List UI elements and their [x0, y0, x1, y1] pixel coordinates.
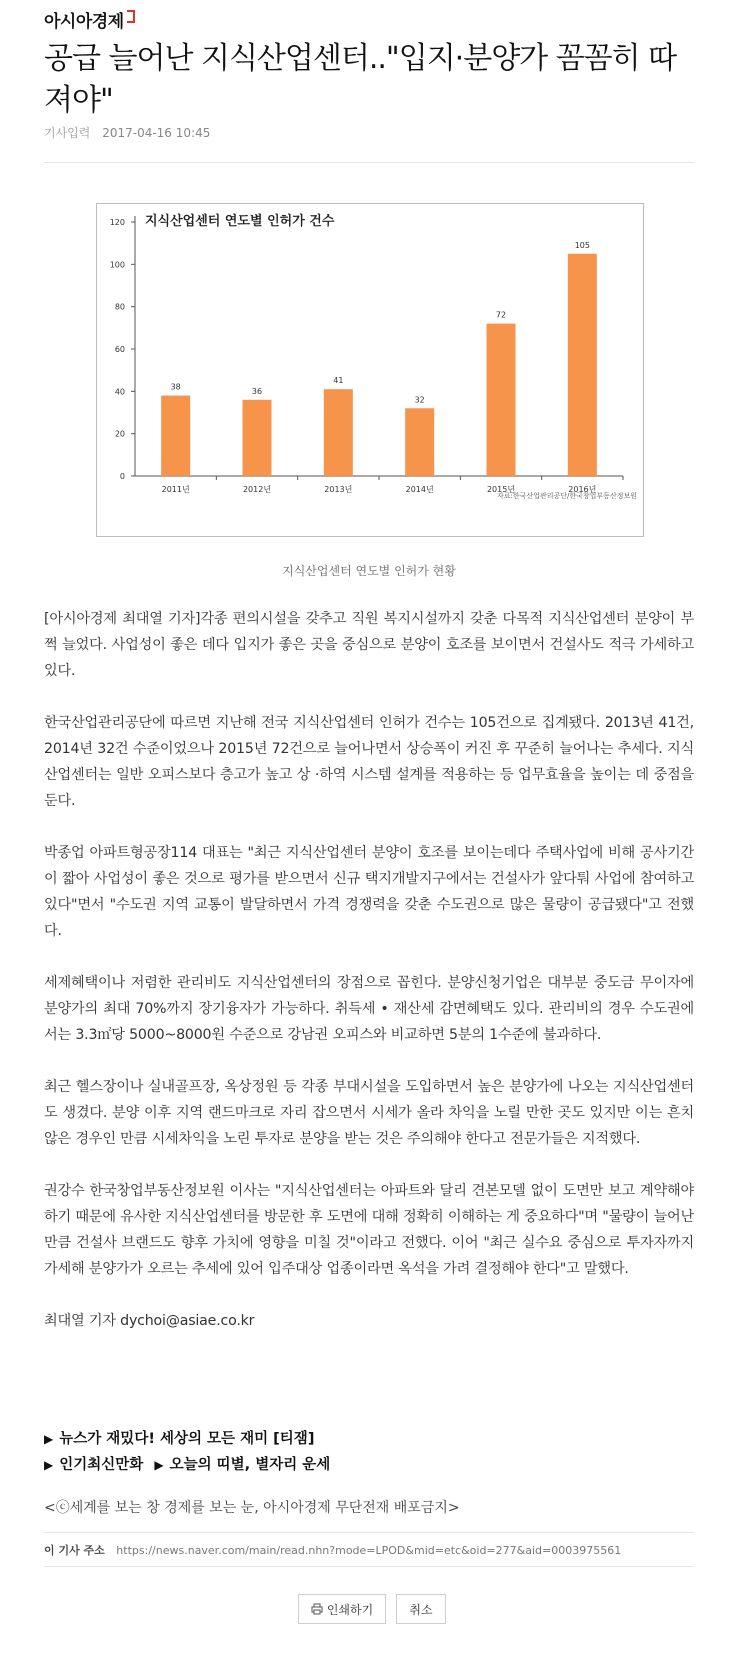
copyright-notice: <ⓒ세계를 보는 창 경제를 보는 눈, 아시아경제 무단전재 배포금지> [44, 1500, 460, 1516]
article-url[interactable]: https://news.naver.com/main/read.nhn?mode=LPOD&mid=etc&oid=277&aid=0003975561 [116, 1544, 622, 1557]
x-tick-label: 2015년 [486, 485, 516, 494]
article-url-row [44, 1542, 621, 1558]
x-tick-label: 2011년 [161, 485, 190, 494]
link-horoscope[interactable]: 오늘의 띠별, 별자리 운세 [169, 1457, 331, 1473]
x-tick-label: 2013년 [324, 485, 353, 494]
link-webtoon[interactable]: 인기최신만화 [59, 1457, 144, 1473]
y-tick-label: 60 [114, 345, 125, 354]
y-tick-label: 80 [114, 302, 125, 312]
meta-label: 기사입력 [44, 126, 91, 140]
paragraph: 한국산업관리공단에 따르면 지난해 전국 지식산업센터 인허가 건수는 105건으로 집계됐다. 2013년 41건, 2014년 32건 수준이었으나 2015년 72건으로 늘어나면서 상승폭이 커진 후 꾸준히 늘어나는 추세다. 지식산업센터는 일반 오피스보다 층고가 높고 상 ·하역 시스템 설계를 적용하는 등 업무효율을 높이는 데 중점을 둔다. [44, 715, 694, 809]
bar-chart [97, 204, 643, 536]
brand-logo[interactable] [44, 6, 135, 32]
bar [568, 254, 597, 476]
bar-value-label: 32 [414, 395, 425, 405]
print-button[interactable] [298, 1594, 386, 1624]
related-links-row [44, 1452, 694, 1478]
brand-mark-icon [127, 10, 135, 23]
paragraph: 세제혜택이나 저렴한 관리비도 지식산업센터의 장점으로 꼽힌다. 분양신청기업은 대부분 중도금 무이자에 분양가의 최대 70%까지 장기융자가 가능하다. 취득세 • 재산세 감면혜택도 있다. 관리비의 경우 수도권에서는 3.3㎡당 5000~8000원 수준으로 강남권 오피스와 비교하면 5분의 1수준에 불과하다. [44, 975, 694, 1043]
divider [44, 162, 694, 163]
triangle-right-icon: ▶ [154, 1458, 164, 1472]
bar-value-label: 105 [574, 240, 590, 250]
y-tick-label: 100 [109, 260, 125, 270]
url-label: 이 기사 주소 [44, 1544, 105, 1557]
action-buttons [298, 1594, 446, 1624]
reporter-byline: 최대열 기자 dychoi@asiae.co.kr [44, 1313, 255, 1329]
y-tick-label: 20 [114, 429, 125, 439]
bar [405, 408, 434, 476]
related-links [44, 1426, 694, 1478]
cancel-button[interactable]: 취소 [396, 1594, 446, 1624]
x-tick-label: 2014년 [405, 485, 434, 494]
chart-title: 지식산업센터 연도별 인허가 건수 [145, 213, 335, 229]
y-tick-label: 0 [119, 472, 125, 481]
x-tick-label: 2012년 [242, 485, 272, 494]
image-caption: 지식산업센터 연도별 인허가 현황 [282, 564, 456, 578]
bar-value-label: 36 [251, 386, 263, 396]
article-meta [44, 124, 210, 141]
bar [161, 396, 190, 476]
brand-name: 아시아경제 [44, 11, 124, 32]
y-tick-label: 40 [114, 387, 125, 397]
bar [487, 324, 516, 476]
divider [44, 1566, 694, 1567]
link-tzam[interactable]: 뉴스가 재밌다! 세상의 모든 재미 [티잼] [59, 1431, 315, 1447]
related-links-row [44, 1426, 694, 1452]
bar-value-label: 72 [495, 310, 507, 320]
bar-value-label: 38 [170, 382, 181, 392]
publish-date: 2017-04-16 10:45 [102, 126, 211, 140]
bar-value-label: 41 [333, 376, 344, 386]
paragraph: [아시아경제 최대열 기자]각종 편의시설을 갖추고 직원 복지시설까지 갖춘 다목적 지식산업센터 분양이 부쩍 늘었다. 사업성이 좋은 데다 입지가 좋은 곳을 중심으로 분양이 호조를 보이면서 건설사도 적극 가세하고 있다. [44, 611, 694, 679]
print-icon [311, 1603, 323, 1615]
divider [44, 1532, 694, 1533]
print-label: 인쇄하기 [326, 1602, 374, 1617]
paragraph: 최근 헬스장이나 실내골프장, 옥상정원 등 각종 부대시설을 도입하면서 높은 분양가에 나오는 지식산업센터도 생겼다. 분양 이후 지역 랜드마크로 자리 잡으면서 시세가 올라 차익을 노릴 만한 곳도 있지만 이는 흔치 않은 경우인 만큼 시세차익을 노린 투자로 분양을 받는 것은 주의해야 한다고 전문가들은 지적했다. [44, 1079, 694, 1147]
article-body [44, 606, 694, 1360]
chart-source: 자료:한국산업관리공단/한국창업부동산정보원 [497, 492, 637, 500]
x-tick-label: 2016년 [568, 485, 597, 494]
bar [324, 389, 353, 476]
triangle-right-icon: ▶ [44, 1432, 54, 1446]
y-tick-label: 120 [109, 218, 125, 227]
paragraph: 박종업 아파트형공장114 대표는 "최근 지식산업센터 분양이 호조를 보이는데다 주택사업에 비해 공사기간이 짧아 사업성이 좋은 것으로 평가를 받으면서 신규 택지개발지구에서는 건설사가 앞다퉈 사업에 참여하고 있다"면서 "수도권 지역 교통이 발달하면서 가격 경쟁력을 갖춘 수도권으로 많은 물량이 공급됐다"고 전했다. [44, 845, 694, 939]
chart-image [96, 203, 644, 537]
triangle-right-icon: ▶ [44, 1458, 54, 1472]
bar [243, 400, 272, 476]
paragraph: 권강수 한국창업부동산정보원 이사는 "지식산업센터는 아파트와 달리 견본모델 없이 도면만 보고 계약해야 하기 때문에 유사한 지식산업센터를 방문한 후 도면에 대해 정확히 이해하는 게 중요하다"며 "물량이 늘어난 만큼 건설사 브랜드도 향후 가치에 영향을 미칠 것"이라고 전했다. 이어 "최근 실수요 중심으로 투자자까지 가세해 분양가가 오르는 추세에 있어 입주대상 업종이라면 옥석을 가려 결정해야 한다"고 말했다. [44, 1183, 694, 1277]
article-title: 공급 늘어난 지식산업센터.."입지·분양가 꼼꼼히 따져야" [44, 41, 677, 118]
